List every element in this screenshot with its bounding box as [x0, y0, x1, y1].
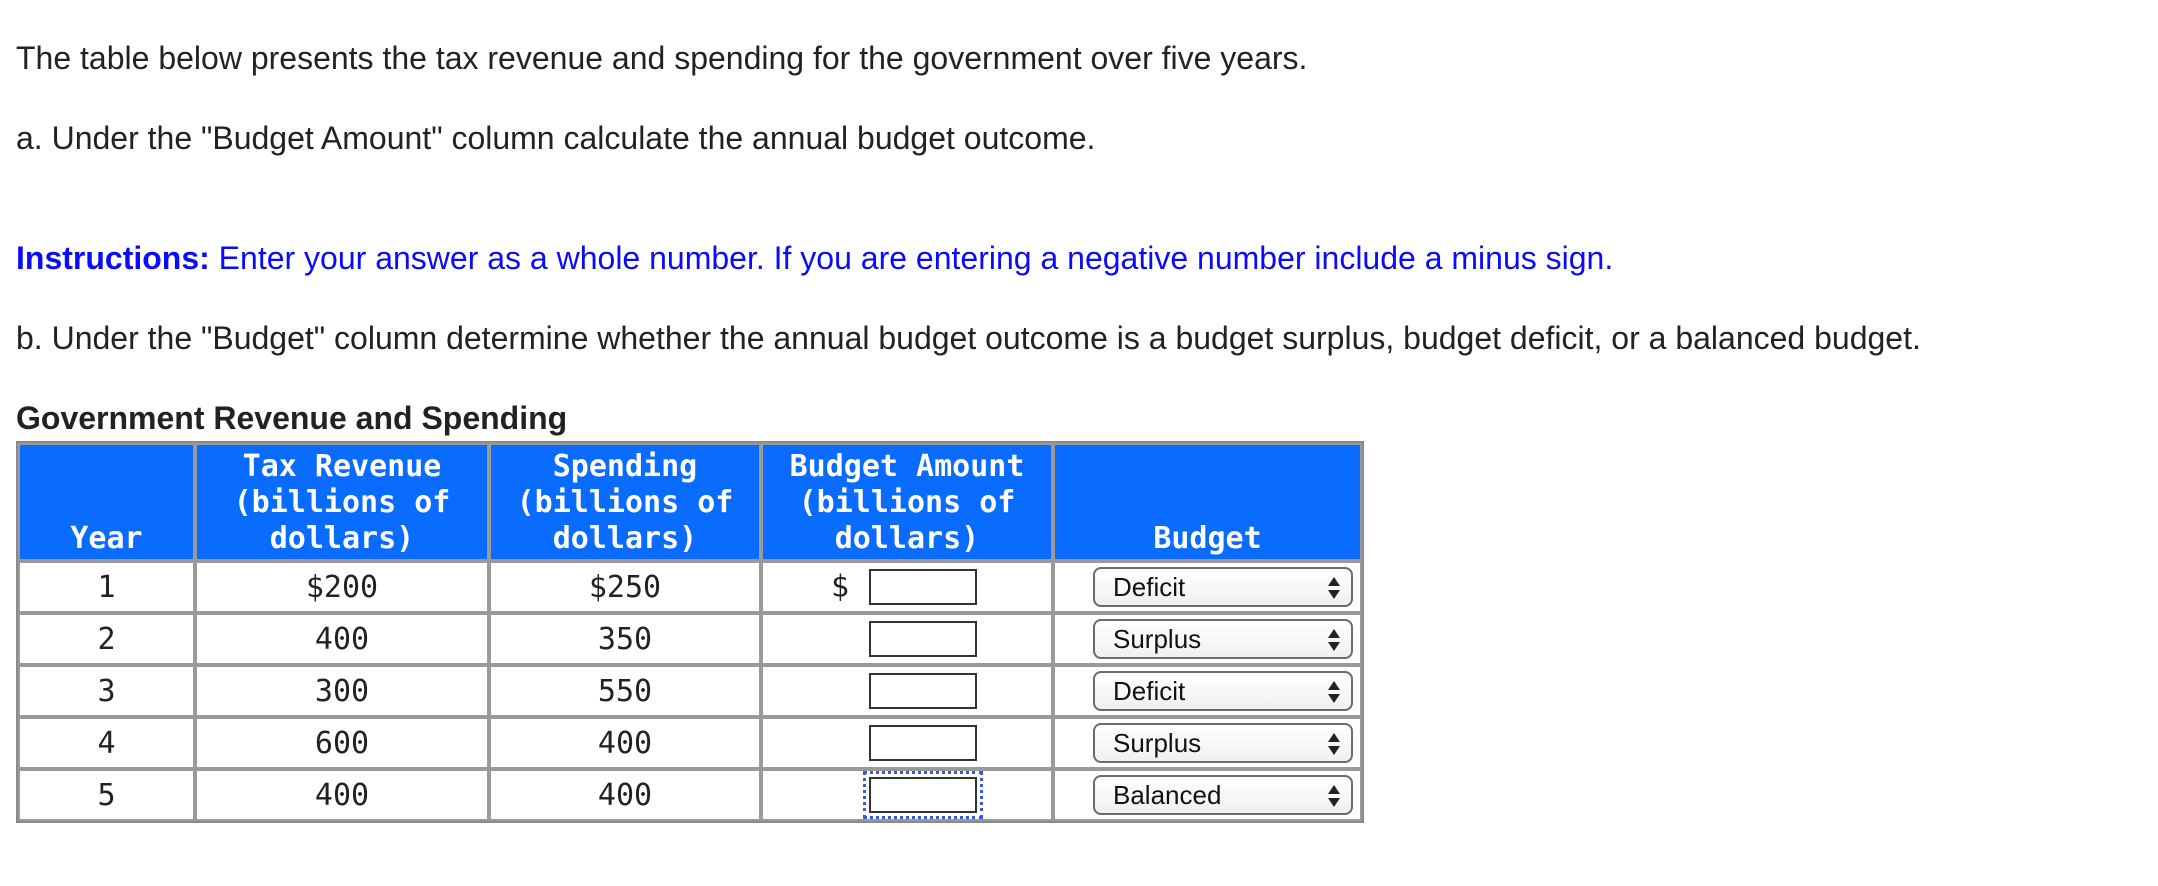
intro-text: The table below presents the tax revenue and spending for the government over five years. [16, 40, 1308, 76]
instructions-text [16, 238, 1613, 278]
table-row [18, 717, 1362, 769]
header-spending-line1: Spending [552, 449, 698, 484]
header-budget-amount-line3: dollars) [834, 521, 980, 556]
header-budget-amount-line1: Budget Amount [789, 449, 1025, 484]
budget-select-year-1[interactable] [1093, 567, 1353, 607]
budget-select-value: Balanced [1113, 780, 1222, 810]
budget-select-value: Surplus [1113, 728, 1202, 758]
select-arrows-icon [1327, 576, 1341, 600]
spending-cell: $250 [489, 561, 761, 613]
header-spending-line2: (billions of [516, 485, 734, 520]
select-arrows-icon [1327, 680, 1341, 704]
header-tax-revenue-line3: dollars) [269, 521, 415, 556]
tax-revenue-cell: 400 [195, 769, 489, 821]
budget-cell [1053, 561, 1362, 613]
spending-cell: 550 [489, 665, 761, 717]
budget-amount-input-year-2[interactable] [869, 621, 977, 657]
budget-select-year-2[interactable] [1093, 619, 1353, 659]
table-header-row [18, 443, 1362, 561]
budget-cell [1053, 717, 1362, 769]
year-cell: 1 [18, 561, 195, 613]
spending-cell: 400 [489, 717, 761, 769]
header-tax-revenue-line1: Tax Revenue [242, 449, 442, 484]
budget-amount-cell [761, 665, 1053, 717]
table-title: Government Revenue and Spending [16, 400, 568, 436]
instructions-body: Enter your answer as a whole number. If you are entering a negative number include a minus sign. [209, 240, 1614, 276]
table-row [18, 769, 1362, 821]
year-cell: 4 [18, 717, 195, 769]
budget-amount-cell [761, 769, 1053, 821]
budget-select-value: Surplus [1113, 624, 1202, 654]
header-year: Year [18, 443, 195, 561]
table-row [18, 561, 1362, 613]
table-row [18, 665, 1362, 717]
budget-amount-cell [761, 561, 1053, 613]
header-tax-revenue-line2: (billions of [233, 485, 451, 520]
spending-cell: 350 [489, 613, 761, 665]
header-budget-amount [761, 443, 1053, 561]
year-cell: 5 [18, 769, 195, 821]
budget-amount-input-year-4[interactable] [869, 725, 977, 761]
select-arrows-icon [1327, 732, 1341, 756]
select-arrows-icon [1327, 628, 1341, 652]
dollar-sign: $ [831, 569, 850, 605]
year-cell: 2 [18, 613, 195, 665]
budget-cell [1053, 613, 1362, 665]
part-a-text: a. Under the "Budget Amount" column calculate the annual budget outcome. [16, 120, 1096, 156]
header-budget: Budget [1053, 443, 1362, 561]
part-b-text: b. Under the "Budget" column determine whether the annual budget outcome is a budget surplus, budget deficit, or a balanced budget. [16, 320, 1921, 356]
header-spending-line3: dollars) [552, 521, 698, 556]
budget-select-year-3[interactable] [1093, 671, 1353, 711]
tax-revenue-cell: $200 [195, 561, 489, 613]
budget-cell [1053, 769, 1362, 821]
budget-select-year-5[interactable] [1093, 775, 1353, 815]
budget-amount-input-year-3[interactable] [869, 673, 977, 709]
budget-select-value: Deficit [1113, 676, 1186, 706]
budget-amount-cell [761, 613, 1053, 665]
budget-select-value: Deficit [1113, 572, 1186, 602]
budget-select-year-4[interactable] [1093, 723, 1353, 763]
instructions-label: Instructions: [16, 240, 210, 276]
year-cell: 3 [18, 665, 195, 717]
tax-revenue-cell: 400 [195, 613, 489, 665]
budget-amount-input-year-1[interactable] [869, 569, 977, 605]
budget-amount-input-year-5[interactable] [869, 777, 977, 813]
header-budget-amount-line2: (billions of [798, 485, 1016, 520]
budget-cell [1053, 665, 1362, 717]
table-row [18, 613, 1362, 665]
header-tax-revenue [195, 443, 489, 561]
tax-revenue-cell: 600 [195, 717, 489, 769]
header-spending [489, 443, 761, 561]
spending-cell: 400 [489, 769, 761, 821]
tax-revenue-cell: 300 [195, 665, 489, 717]
budget-amount-cell [761, 717, 1053, 769]
budget-table [16, 441, 1364, 823]
select-arrows-icon [1327, 784, 1341, 808]
